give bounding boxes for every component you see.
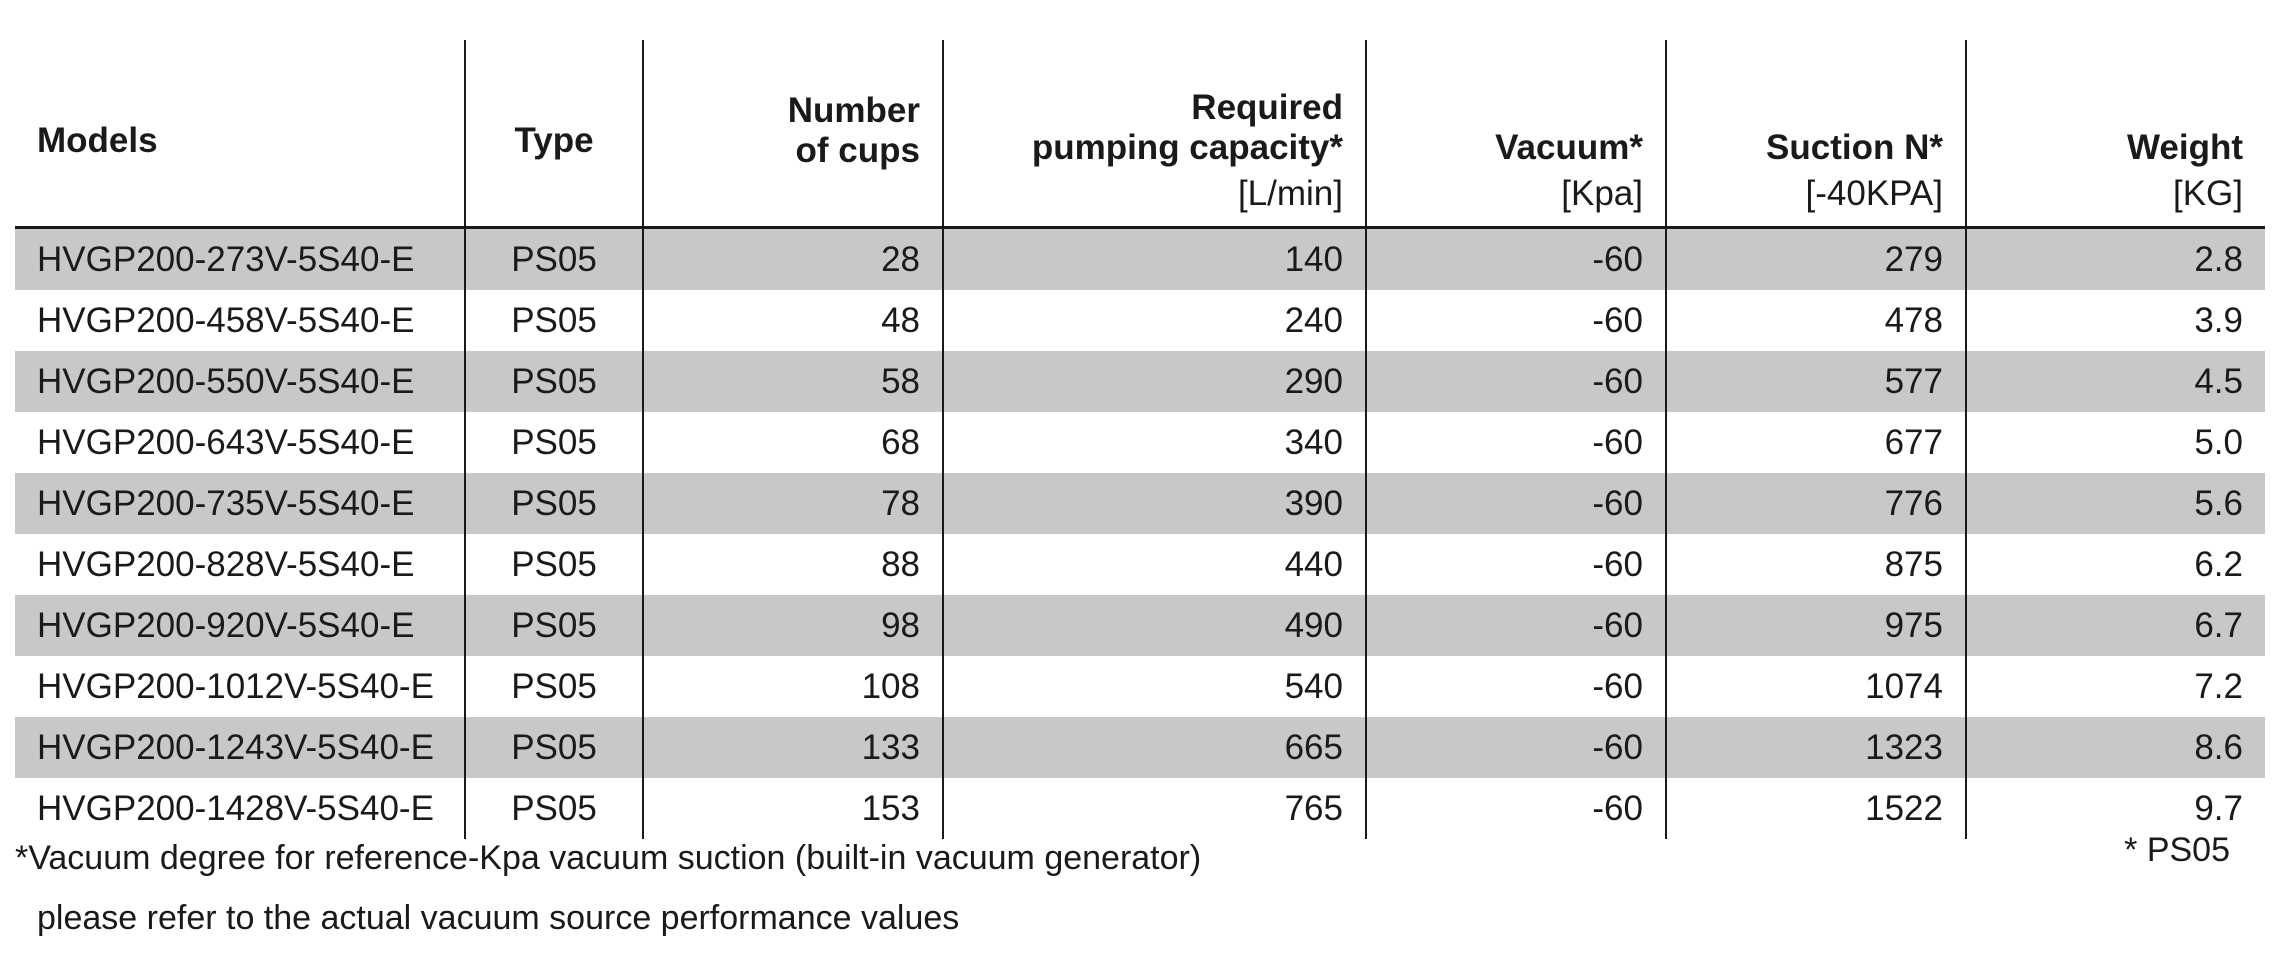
cell-cups: 28: [643, 228, 943, 291]
cell-type: PS05: [465, 656, 643, 717]
cell-type: PS05: [465, 473, 643, 534]
cell-cups: 48: [643, 290, 943, 351]
cell-type: PS05: [465, 778, 643, 839]
cell-capacity: 490: [943, 595, 1366, 656]
header-vacuum-label: Vacuum*: [1495, 128, 1643, 167]
cell-capacity: 340: [943, 412, 1366, 473]
cell-weight: 5.6: [1966, 473, 2265, 534]
cell-type: PS05: [465, 228, 643, 291]
cell-cups: 68: [643, 412, 943, 473]
cell-capacity: 390: [943, 473, 1366, 534]
cell-vacuum: -60: [1366, 351, 1666, 412]
spec-table: [15, 40, 2265, 839]
cell-weight: 8.6: [1966, 717, 2265, 778]
cell-vacuum: -60: [1366, 717, 1666, 778]
cell-suction: 1522: [1666, 778, 1966, 839]
table-row: [15, 717, 2265, 778]
type-note: * PS05: [2124, 831, 2230, 869]
header-weight: [1966, 40, 2265, 228]
cell-suction: 478: [1666, 290, 1966, 351]
cell-model: HVGP200-1012V-5S40-E: [15, 656, 465, 717]
cell-weight: 5.0: [2194, 422, 2243, 462]
cell-vacuum: -60: [1366, 778, 1666, 839]
cell-suction: 1323: [1666, 717, 1966, 778]
header-type: [465, 40, 643, 228]
cell-vacuum: -60: [1366, 412, 1666, 473]
cell-vacuum: -60: [1366, 228, 1666, 291]
header-capacity: [943, 40, 1366, 228]
header-weight-unit: [KG]: [2172, 174, 2243, 213]
cell-suction: 279: [1666, 228, 1966, 291]
header-suction-label: Suction N*: [1766, 128, 1943, 167]
cell-capacity: 665: [943, 717, 1366, 778]
cell-cups: 108: [643, 656, 943, 717]
table-row: [15, 351, 2265, 412]
cell-capacity: 540: [943, 656, 1366, 717]
cell-cups: 153: [643, 778, 943, 839]
header-cups-line2: of cups: [795, 131, 920, 170]
cell-capacity: 240: [943, 290, 1366, 351]
header-weight-label: Weight: [2126, 128, 2243, 167]
header-models: [15, 40, 465, 228]
cell-weight: 6.2: [2194, 544, 2243, 584]
cell-cups: 58: [643, 351, 943, 412]
cell-weight: 9.7: [2194, 788, 2243, 828]
header-cups-line1: Number: [787, 91, 920, 130]
cell-type: PS05: [465, 290, 643, 351]
header-models-label: Models: [37, 121, 158, 160]
table-header-row: [15, 40, 2265, 228]
cell-model: HVGP200-828V-5S40-E: [15, 534, 465, 595]
cell-capacity: 290: [943, 351, 1366, 412]
cell-cups: 98: [643, 595, 943, 656]
cell-capacity: 440: [943, 534, 1366, 595]
cell-cups: 133: [643, 717, 943, 778]
table-row: [15, 228, 2265, 291]
cell-model: HVGP200-735V-5S40-E: [15, 473, 465, 534]
cell-type: PS05: [465, 595, 643, 656]
cell-suction: 677: [1666, 412, 1966, 473]
cell-model: HVGP200-1243V-5S40-E: [15, 717, 465, 778]
cell-vacuum: -60: [1366, 290, 1666, 351]
header-suction-unit: [-40KPA]: [1805, 174, 1943, 213]
table-row: [15, 290, 2265, 351]
table-row: [15, 473, 2265, 534]
cell-model: HVGP200-273V-5S40-E: [15, 228, 465, 291]
cell-capacity: 140: [943, 228, 1366, 291]
table-row: [15, 534, 2265, 595]
header-vacuum: [1366, 40, 1666, 228]
header-suction: [1666, 40, 1966, 228]
cell-weight: 7.2: [2194, 666, 2243, 706]
cell-weight: 4.5: [1966, 351, 2265, 412]
header-cups: [643, 40, 943, 228]
cell-type: PS05: [465, 412, 643, 473]
cell-type: PS05: [465, 717, 643, 778]
cell-model: HVGP200-1428V-5S40-E: [15, 778, 465, 839]
table-row: [15, 595, 2265, 656]
cell-suction: 577: [1666, 351, 1966, 412]
cell-type: PS05: [465, 351, 643, 412]
header-vacuum-unit: [Kpa]: [1561, 174, 1643, 213]
cell-vacuum: -60: [1366, 473, 1666, 534]
header-capacity-line2: pumping capacity*: [1031, 128, 1343, 167]
cell-weight: 2.8: [1966, 228, 2265, 291]
cell-model: HVGP200-920V-5S40-E: [15, 595, 465, 656]
footnote-refer-actual: please refer to the actual vacuum source performance values: [37, 899, 960, 937]
cell-suction: 1074: [1666, 656, 1966, 717]
cell-suction: 975: [1666, 595, 1966, 656]
header-capacity-unit: [L/min]: [1237, 174, 1343, 213]
header-capacity-line1: Required: [1191, 88, 1343, 127]
cell-cups: 88: [643, 534, 943, 595]
cell-cups: 78: [643, 473, 943, 534]
cell-vacuum: -60: [1366, 534, 1666, 595]
cell-vacuum: -60: [1366, 656, 1666, 717]
cell-weight: 3.9: [2194, 300, 2243, 340]
cell-suction: 776: [1666, 473, 1966, 534]
cell-capacity: 765: [943, 778, 1366, 839]
cell-model: HVGP200-643V-5S40-E: [15, 412, 465, 473]
footnote-vacuum-reference: *Vacuum degree for reference-Kpa vacuum suction (built-in vacuum generator): [15, 839, 1202, 877]
table-row: [15, 656, 2265, 717]
cell-type: PS05: [465, 534, 643, 595]
cell-weight: 6.7: [1966, 595, 2265, 656]
cell-model: HVGP200-550V-5S40-E: [15, 351, 465, 412]
table-row: [15, 412, 2265, 473]
cell-suction: 875: [1666, 534, 1966, 595]
cell-model: HVGP200-458V-5S40-E: [15, 290, 465, 351]
cell-vacuum: -60: [1366, 595, 1666, 656]
table-body: [15, 228, 2265, 840]
table-row: [15, 778, 2265, 839]
header-type-label: Type: [514, 121, 594, 160]
